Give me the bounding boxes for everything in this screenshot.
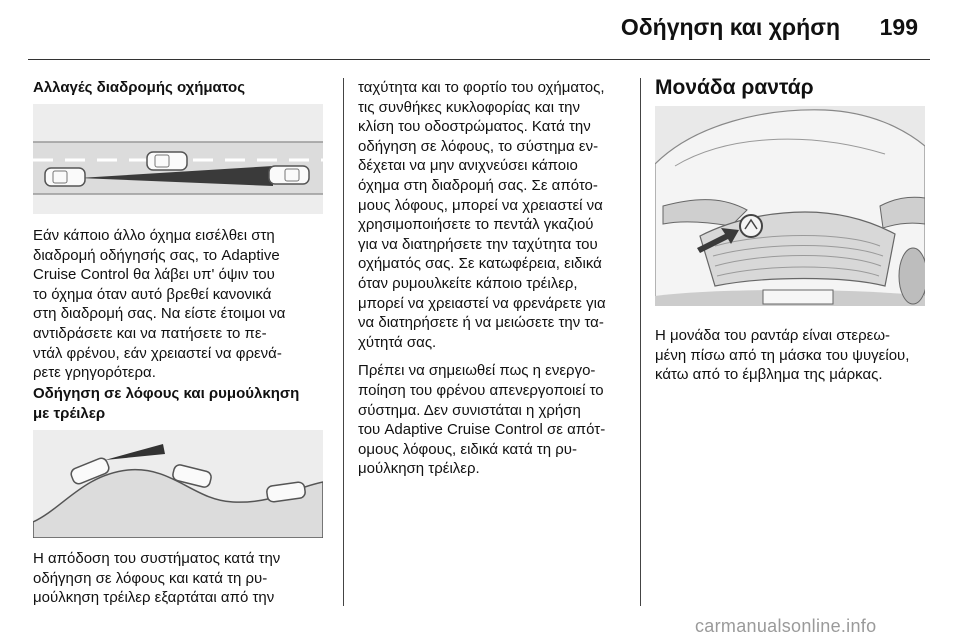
text-line: όχημα στη διαδρομή σας. Σε απότο- [358,176,598,194]
text-line: κλίση του οδοστρώματος. Κατά την [358,118,591,136]
text-line: να διατηρήσετε ή να μειώσετε την τα- [358,314,604,332]
col1-para1 [33,226,333,383]
column-divider-1 [343,78,344,606]
text-line: μπορεί να χρειαστεί να φρενάρετε για [358,294,606,312]
column-divider-2 [640,78,641,606]
text-line: Η απόδοση του συστήματος κατά την [33,550,281,567]
text-line: ντάλ φρένου, εάν χρειαστεί να φρενά- [33,344,282,362]
illustration-radar-front [655,106,925,306]
watermark: carmanualsonline.info [695,616,877,636]
text-line: ταχύτητα και το φορτίο του οχήματος, [358,79,605,96]
text-line: όταν ρυμουλκείτε κάποιο τρέιλερ, [358,274,578,292]
text-line: μούλκηση τρέιλερ εξαρτάται από την [33,589,275,607]
text-line: μους λόφους, μπορεί να χρειαστεί να [358,196,603,214]
text-line: ρετε γρηγορότερα. [33,364,156,382]
section-heading-radar-unit: Μονάδα ραντάρ [655,76,814,99]
col1-para2-container [33,549,333,608]
page-number: 199 [879,14,918,40]
col3-para [655,326,930,385]
illustration-hills [33,430,323,538]
text-line: οχήματός σας. Σε κατωφέρεια, ειδικά [358,255,602,273]
text-line: το όχημα όταν αυτό βρεθεί κανονικά [33,285,272,303]
col1-para1-container [33,226,333,383]
text-line: στη διαδρομή σας. Να είστε έτοιμοι να [33,305,286,323]
col1-para2 [33,549,333,608]
heading-line: με τρέιλερ [33,404,106,422]
col2-para1 [358,78,630,352]
text-line: κάτω από το έμβλημα της μάρκας. [655,366,883,384]
text-line: τις συνθήκες κυκλοφορίας και την [358,98,580,116]
col2-para2 [358,361,630,479]
col3-text [655,326,930,385]
illustration-lane-change [33,104,323,214]
text-line: Εάν κάποιο άλλο όχημα εισέλθει στη [33,227,275,244]
text-line: σύστημα. Δεν συνιστάται η χρήση [358,401,581,419]
text-line: μένη πίσω από τη μάσκα του ψυγείου, [655,346,910,364]
text-line: Cruise Control θα λάβει υπ' όψιν του [33,266,275,284]
section-heading-lane-change: Αλλαγές διαδρομής οχήματος [33,79,246,96]
text-line: του Adaptive Cruise Control σε απότ- [358,421,606,439]
text-line: ποίηση του φρένου απενεργοποιεί το [358,381,604,399]
text-line: χύτητά σας. [358,333,437,351]
col2-text [358,78,630,479]
text-line: μούλκηση τρέιλερ. [358,460,480,478]
text-line: ομους λόφους, ειδικά κατά τη ρυ- [358,440,577,458]
text-line: δέχεται να μην ανιχνεύσει κάποιο [358,157,578,175]
text-line: διαδρομή οδήγησής σας, το Adaptive [33,246,280,264]
text-line: οδήγηση σε λόφους, το σύστημα εν- [358,137,599,155]
text-line: αντιδράσετε και να πατήσετε το πε- [33,324,267,342]
section-heading-hills-trailer [33,384,333,423]
page-header-title: Οδήγηση και χρήση [620,14,840,40]
text-line: Η μονάδα του ραντάρ είναι στερεω- [655,327,891,344]
text-line: Πρέπει να σημειωθεί πως η ενεργο- [358,362,596,380]
text-line: χρησιμοποιήσετε το πεντάλ γκαζιού [358,216,594,234]
text-line: για να διατηρήσετε την ταχύτητα του [358,235,598,253]
header-rule [28,59,930,60]
text-line: οδήγηση σε λόφους και κατά τη ρυ- [33,569,268,587]
heading-line: Οδήγηση σε λόφους και ρυμούλκηση [33,385,300,402]
